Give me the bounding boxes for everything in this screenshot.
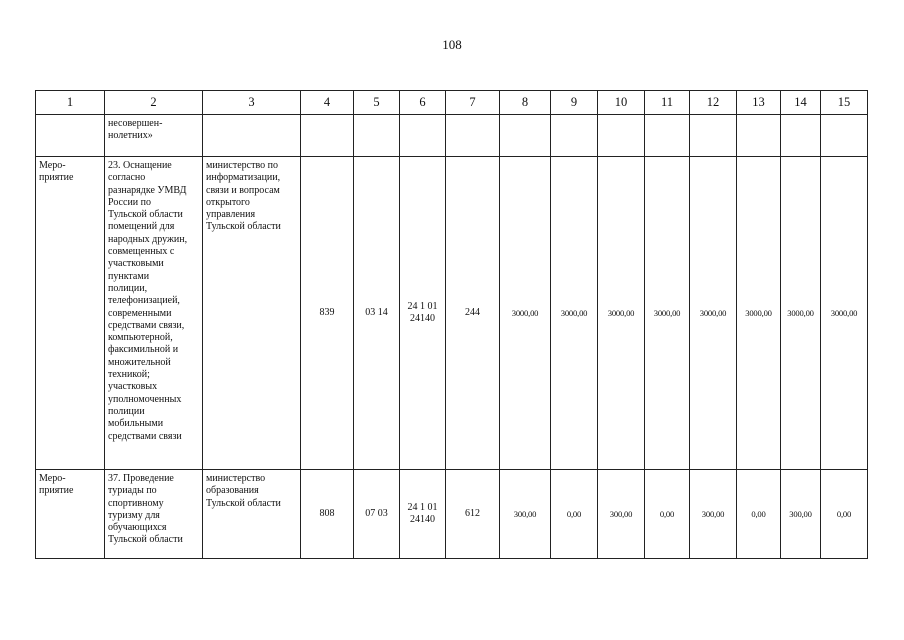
amount-cell bbox=[737, 115, 781, 157]
budget-table bbox=[35, 90, 868, 559]
amount-cell: 3000,00 bbox=[551, 157, 598, 470]
amount-cell bbox=[781, 115, 821, 157]
entry-type-cell bbox=[36, 115, 105, 157]
entry-type-cell: Меро- приятие bbox=[36, 157, 105, 470]
expense-type-cell: 612 bbox=[446, 470, 500, 559]
amount-cell: 0,00 bbox=[551, 470, 598, 559]
code-cell: 839 bbox=[301, 157, 354, 470]
column-header: 10 bbox=[598, 91, 645, 115]
executor-cell: министерство по информатизации, связи и вопросам открытого управления Тульской области bbox=[203, 157, 301, 470]
amount-cell: 300,00 bbox=[598, 470, 645, 559]
column-header: 12 bbox=[690, 91, 737, 115]
expense-type-cell: 244 bbox=[446, 157, 500, 470]
amount-cell bbox=[500, 115, 551, 157]
table-row bbox=[36, 470, 868, 559]
amount-cell bbox=[551, 115, 598, 157]
amount-cell bbox=[598, 115, 645, 157]
amount-cell: 0,00 bbox=[645, 470, 690, 559]
amount-cell: 3000,00 bbox=[781, 157, 821, 470]
expense-type-cell bbox=[446, 115, 500, 157]
column-header: 14 bbox=[781, 91, 821, 115]
amount-cell: 0,00 bbox=[737, 470, 781, 559]
executor-cell: министерство образования Тульской области bbox=[203, 470, 301, 559]
amount-cell: 300,00 bbox=[781, 470, 821, 559]
amount-cell: 3000,00 bbox=[500, 157, 551, 470]
column-header: 6 bbox=[400, 91, 446, 115]
amount-cell bbox=[645, 115, 690, 157]
amount-cell: 3000,00 bbox=[645, 157, 690, 470]
table-row bbox=[36, 157, 868, 470]
code-cell bbox=[301, 115, 354, 157]
amount-cell: 300,00 bbox=[690, 470, 737, 559]
amount-cell: 3000,00 bbox=[598, 157, 645, 470]
column-header: 11 bbox=[645, 91, 690, 115]
amount-cell: 300,00 bbox=[500, 470, 551, 559]
table-header-row bbox=[36, 91, 868, 115]
column-header: 8 bbox=[500, 91, 551, 115]
section-code-cell: 07 03 bbox=[354, 470, 400, 559]
amount-cell bbox=[690, 115, 737, 157]
amount-cell: 3000,00 bbox=[690, 157, 737, 470]
code-cell: 808 bbox=[301, 470, 354, 559]
amount-cell: 3000,00 bbox=[821, 157, 868, 470]
amount-cell bbox=[821, 115, 868, 157]
section-code-cell bbox=[354, 115, 400, 157]
entry-type-cell: Меро- приятие bbox=[36, 470, 105, 559]
executor-cell bbox=[203, 115, 301, 157]
column-header: 5 bbox=[354, 91, 400, 115]
activity-name-cell: несовершен- нолетних» bbox=[105, 115, 203, 157]
column-header: 3 bbox=[203, 91, 301, 115]
column-header: 13 bbox=[737, 91, 781, 115]
column-header: 1 bbox=[36, 91, 105, 115]
amount-cell: 3000,00 bbox=[737, 157, 781, 470]
column-header: 9 bbox=[551, 91, 598, 115]
activity-name-cell: 23. Оснащение согласно разнарядке УМВД России по Тульской области помещений для народных дружин, совмещенных с участковыми пунктами полиции, телефонизацией, современными средствами связи, компьютерной, факсимильной и множительной техникой; участковых уполномоченных полиции мобильными средствами связи bbox=[105, 157, 203, 470]
page-number: 108 bbox=[442, 37, 462, 52]
target-code-cell: 24 1 01 24140 bbox=[400, 470, 446, 559]
target-code-cell bbox=[400, 115, 446, 157]
column-header: 15 bbox=[821, 91, 868, 115]
column-header: 2 bbox=[105, 91, 203, 115]
activity-name-cell: 37. Проведение туриады по спортивному туризму для обучающихся Тульской области bbox=[105, 470, 203, 559]
target-code-cell: 24 1 01 24140 bbox=[400, 157, 446, 470]
amount-cell: 0,00 bbox=[821, 470, 868, 559]
column-header: 4 bbox=[301, 91, 354, 115]
column-header: 7 bbox=[446, 91, 500, 115]
section-code-cell: 03 14 bbox=[354, 157, 400, 470]
table-row bbox=[36, 115, 868, 157]
